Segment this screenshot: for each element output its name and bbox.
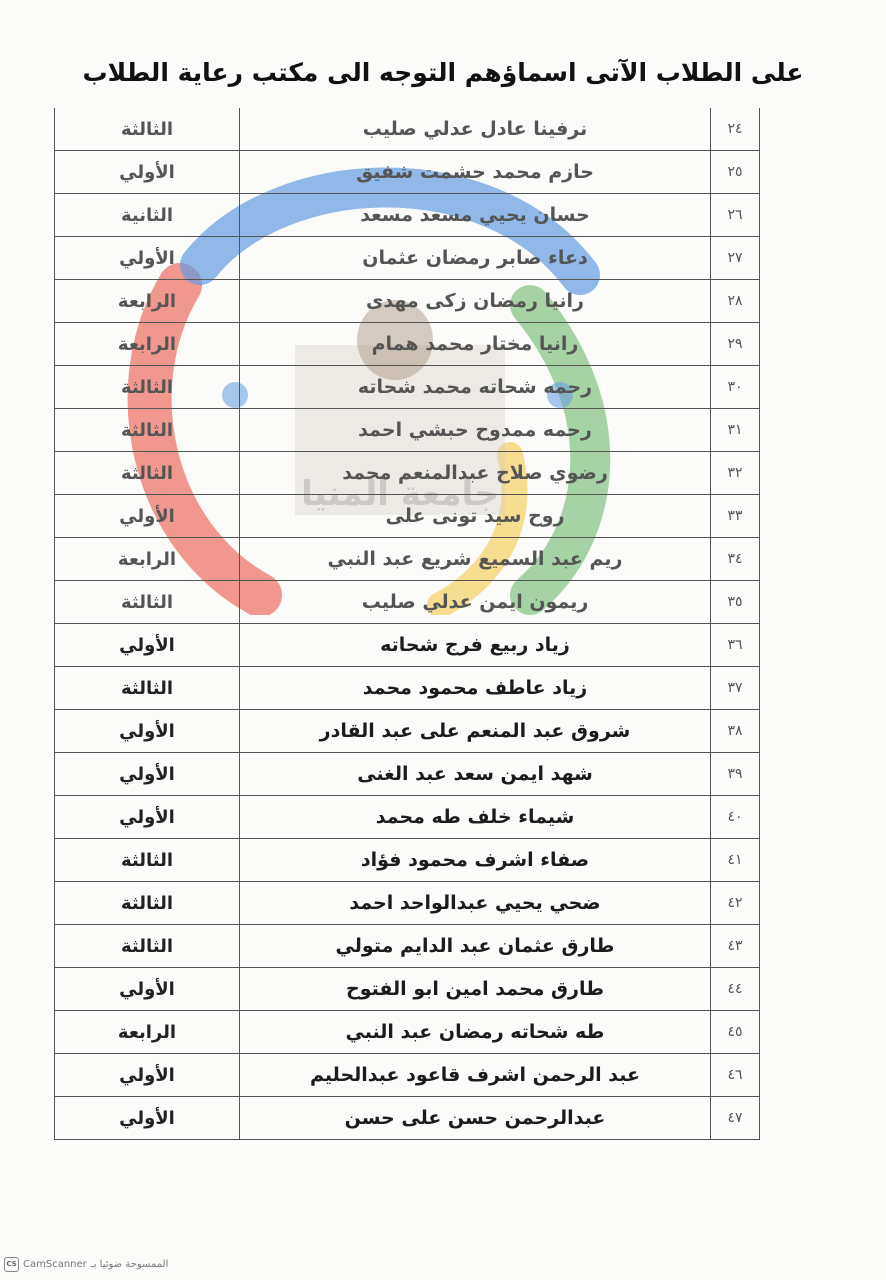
academic-year: الثالثة — [55, 839, 240, 882]
row-number: ٢٥ — [711, 151, 760, 194]
row-number: ٣٧ — [711, 667, 760, 710]
row-number: ٤١ — [711, 839, 760, 882]
table-row — [55, 753, 760, 796]
student-name: حازم محمد حشمت شفيق — [240, 151, 711, 194]
table-row — [55, 581, 760, 624]
table-row — [55, 280, 760, 323]
student-name: ريمون ايمن عدلي صليب — [240, 581, 711, 624]
watermark-text: جامعة المنيا — [301, 474, 499, 514]
row-number: ٢٦ — [711, 194, 760, 237]
row-number: ٣١ — [711, 409, 760, 452]
student-name: طارق عثمان عبد الدايم متولي — [240, 925, 711, 968]
table-row — [55, 667, 760, 710]
table-row — [55, 624, 760, 667]
student-name: صفاء اشرف محمود فؤاد — [240, 839, 711, 882]
academic-year: الثالثة — [55, 667, 240, 710]
student-name: شهد ايمن سعد عبد الغنى — [240, 753, 711, 796]
row-number: ٤٦ — [711, 1054, 760, 1097]
academic-year: الرابعة — [55, 1011, 240, 1054]
row-number: ٢٩ — [711, 323, 760, 366]
student-name: رضوي صلاح عبدالمنعم محمد — [240, 452, 711, 495]
students-table-wrapper — [54, 108, 760, 1161]
student-name: عبدالرحمن حسن على حسن — [240, 1097, 711, 1140]
student-name: رحمه شحاته محمد شحاته — [240, 366, 711, 409]
academic-year: الثالثة — [55, 452, 240, 495]
row-number: ٣٢ — [711, 452, 760, 495]
academic-year: الثالثة — [55, 366, 240, 409]
academic-year: الثالثة — [55, 925, 240, 968]
academic-year: الأولي — [55, 796, 240, 839]
table-row — [55, 1097, 760, 1140]
scanner-label-ar: الممسوحة ضوئيا بـ — [90, 1259, 169, 1270]
academic-year: الأولي — [55, 151, 240, 194]
row-number: ٢٨ — [711, 280, 760, 323]
students-table-body — [55, 108, 760, 1140]
row-number: ٣٥ — [711, 581, 760, 624]
row-number: ٤٧ — [711, 1097, 760, 1140]
table-row — [55, 839, 760, 882]
table-row — [55, 882, 760, 925]
table-row — [55, 925, 760, 968]
scanner-footer — [4, 1257, 168, 1272]
table-row — [55, 796, 760, 839]
academic-year: الأولي — [55, 710, 240, 753]
academic-year: الأولي — [55, 624, 240, 667]
students-table — [54, 108, 760, 1140]
student-name: زياد عاطف محمود محمد — [240, 667, 711, 710]
row-number: ٣٨ — [711, 710, 760, 753]
table-row — [55, 323, 760, 366]
table-row — [55, 968, 760, 1011]
camscanner-icon: CS — [4, 1257, 19, 1272]
table-row — [55, 452, 760, 495]
academic-year: الثالثة — [55, 108, 240, 151]
table-row — [55, 495, 760, 538]
row-number: ٤٥ — [711, 1011, 760, 1054]
academic-year: الأولي — [55, 968, 240, 1011]
table-row — [55, 108, 760, 151]
row-number: ٣٣ — [711, 495, 760, 538]
row-number: ٤٢ — [711, 882, 760, 925]
row-number: ٤٠ — [711, 796, 760, 839]
table-row — [55, 237, 760, 280]
row-number: ٣٠ — [711, 366, 760, 409]
academic-year: الثالثة — [55, 581, 240, 624]
table-row — [55, 710, 760, 753]
student-name: طه شحاته رمضان عبد النبي — [240, 1011, 711, 1054]
scanner-label: CamScanner — [23, 1259, 87, 1270]
student-name: رانيا رمضان زكى مهدى — [240, 280, 711, 323]
student-name: شيماء خلف طه محمد — [240, 796, 711, 839]
academic-year: الأولي — [55, 237, 240, 280]
page-title: على الطلاب الآتى اسماؤهم التوجه الى مكتب رعاية الطلاب — [82, 58, 804, 87]
student-name: ضحي يحيي عبدالواحد احمد — [240, 882, 711, 925]
table-row — [55, 1054, 760, 1097]
student-name: زياد ربيع فرج شحاته — [240, 624, 711, 667]
table-row — [55, 194, 760, 237]
academic-year: الأولي — [55, 753, 240, 796]
student-name: رحمه ممدوح حبشي احمد — [240, 409, 711, 452]
table-row — [55, 409, 760, 452]
row-number: ٤٣ — [711, 925, 760, 968]
student-name: روح سيد تونى على — [240, 495, 711, 538]
row-number: ٣٦ — [711, 624, 760, 667]
academic-year: الأولي — [55, 1054, 240, 1097]
table-row — [55, 538, 760, 581]
row-number: ٣٤ — [711, 538, 760, 581]
student-name: شروق عبد المنعم على عبد القادر — [240, 710, 711, 753]
student-name: طارق محمد امين ابو الفتوح — [240, 968, 711, 1011]
academic-year: الأولي — [55, 1097, 240, 1140]
academic-year: الرابعة — [55, 323, 240, 366]
student-name: عبد الرحمن اشرف قاعود عبدالحليم — [240, 1054, 711, 1097]
academic-year: الأولي — [55, 495, 240, 538]
student-name: ريم عبد السميع شريع عبد النبي — [240, 538, 711, 581]
table-row — [55, 366, 760, 409]
student-name: نرفينا عادل عدلي صليب — [240, 108, 711, 151]
row-number: ٤٤ — [711, 968, 760, 1011]
student-name: حسان يحيي مسعد مسعد — [240, 194, 711, 237]
student-name: دعاء صابر رمضان عثمان — [240, 237, 711, 280]
row-number: ٢٧ — [711, 237, 760, 280]
academic-year: الثالثة — [55, 882, 240, 925]
table-row — [55, 151, 760, 194]
academic-year: الثانية — [55, 194, 240, 237]
table-row — [55, 1011, 760, 1054]
academic-year: الثالثة — [55, 409, 240, 452]
student-name: رانيا مختار محمد همام — [240, 323, 711, 366]
academic-year: الرابعة — [55, 538, 240, 581]
row-number: ٢٤ — [711, 108, 760, 151]
academic-year: الرابعة — [55, 280, 240, 323]
row-number: ٣٩ — [711, 753, 760, 796]
